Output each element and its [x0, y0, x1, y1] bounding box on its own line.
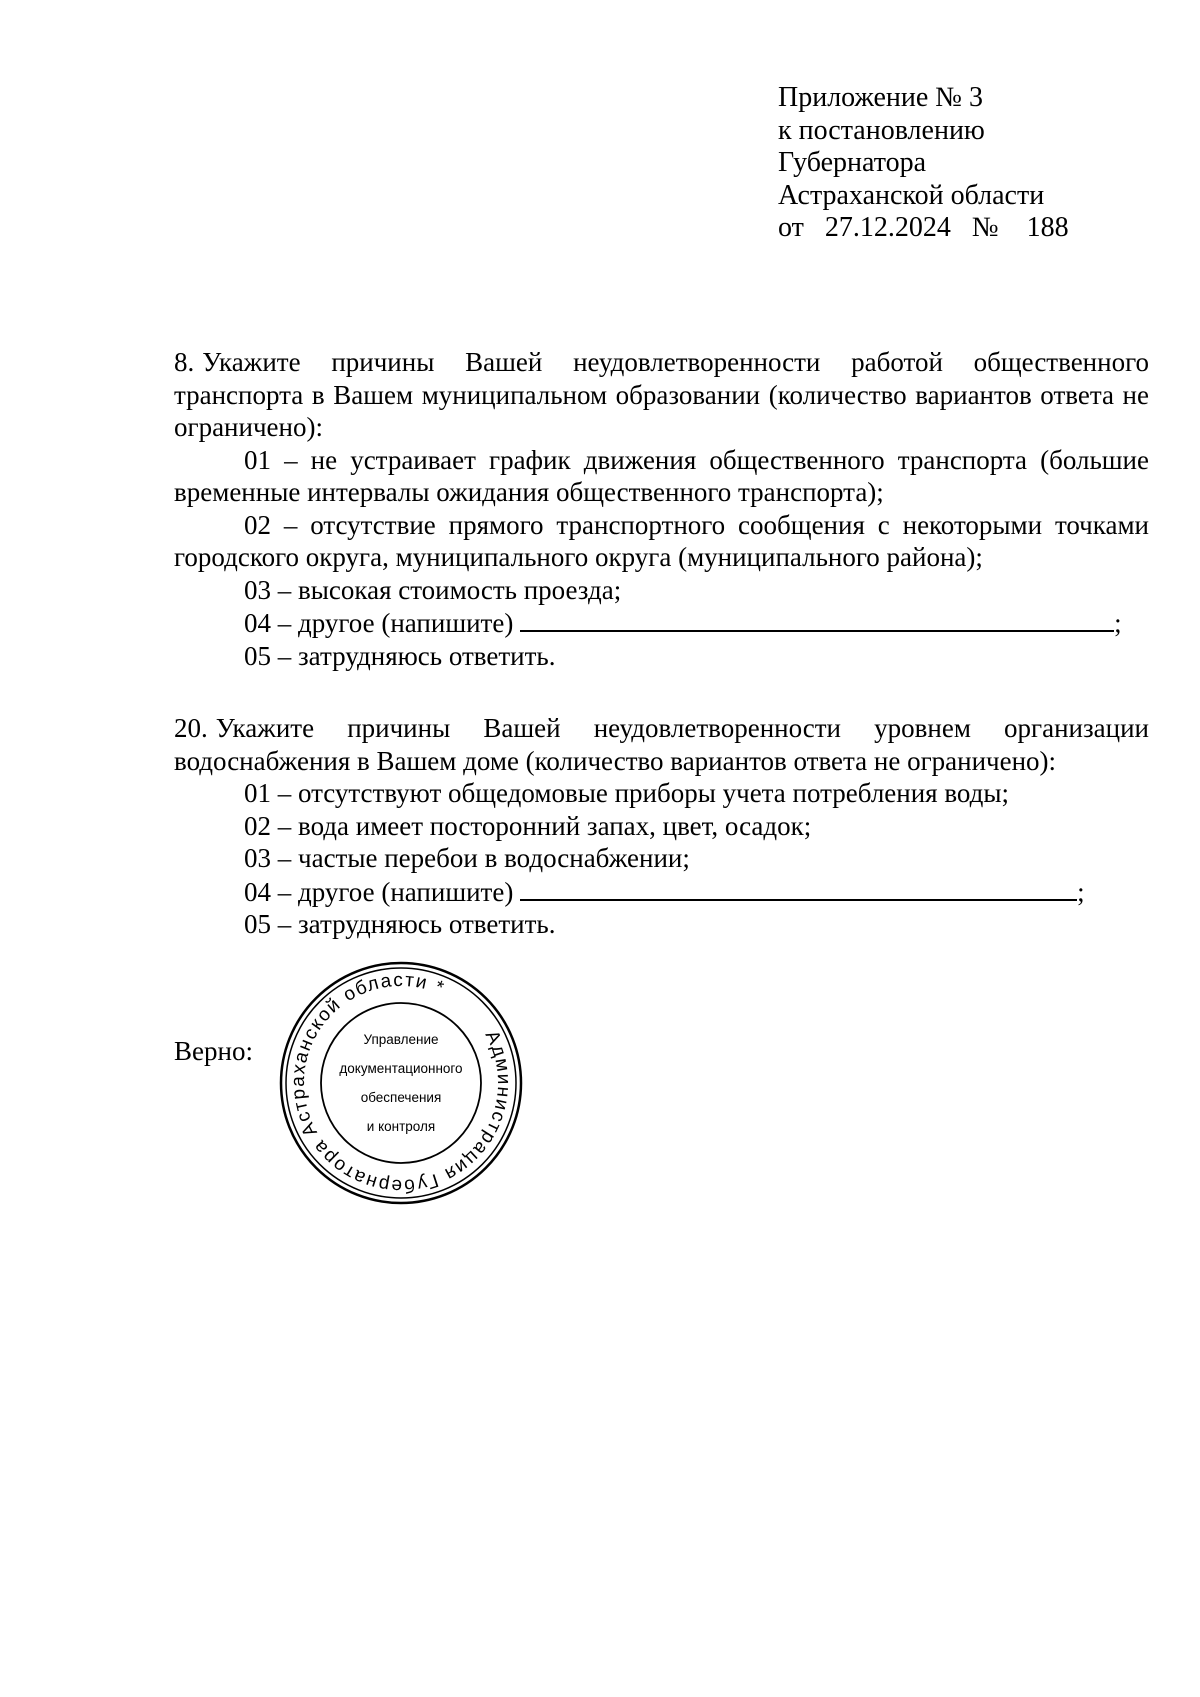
write-in-blank[interactable]: [520, 875, 1077, 901]
question-text: [174, 712, 1149, 777]
official-stamp: [278, 960, 524, 1206]
answer-option: 02 – отсутствие прямого транспортного сообщения с некоторыми точками городского округа, муниципального округа (муниципального района);: [174, 509, 1149, 572]
question-body: Укажите причины Вашей неудовлетворенности уровнем организации водоснабжения в Вашем доме (количество вариантов ответа не ограничено):: [174, 713, 1149, 776]
question-number: 20.: [174, 713, 208, 743]
answer-option: 01 – отсутствуют общедомовые приборы учета потребления воды;: [244, 778, 1010, 808]
answer-option: 05 – затрудняюсь ответить.: [244, 909, 556, 939]
answer-option: 02 – вода имеет посторонний запах, цвет, осадок;: [244, 810, 812, 841]
write-in-blank[interactable]: [520, 606, 1114, 632]
stamp-line: обеспечения: [360, 1090, 442, 1105]
header-line: к постановлению: [778, 114, 985, 146]
question-body: Укажите причины Вашей неудовлетворенности работой общественного транспорта в Вашем муниципальном образовании (количество вариантов ответа не ограничено):: [174, 347, 1149, 442]
certification-label: Верно:: [174, 1036, 253, 1066]
stamp-line: Управление: [363, 1032, 439, 1047]
stamp-ring-textpath: Администрация Губернатора Астраханской области *: [287, 969, 515, 1197]
stamp-line: документационного: [339, 1061, 463, 1076]
answer-option: 03 – частые перебои в водоснабжении;: [244, 843, 690, 873]
header-line: от 27.12.2024 № 188: [778, 212, 1069, 243]
header-line: Приложение № 3: [778, 82, 983, 113]
answer-option-other: [174, 606, 1149, 640]
answer-option: 05 – затрудняюсь ответить.: [244, 640, 556, 671]
header-line: Губернатора: [778, 147, 927, 178]
answer-option-other: [174, 875, 1149, 909]
stamp-inner-text: [278, 960, 524, 1206]
question-8: [174, 346, 1149, 672]
answer-option: 03 – высокая стоимость проезда;: [244, 574, 622, 605]
blank-end: ;: [1077, 876, 1085, 907]
appendix-header: [778, 82, 1069, 245]
header-line: Астраханской области: [778, 179, 1045, 211]
answer-option-label: 04 – другое (напишите): [244, 608, 514, 638]
answer-option: 01 – не устраивает график движения общественного транспорта (большие временные интервалы ожидания общественного транспорта);: [174, 444, 1149, 507]
question-text: [174, 346, 1149, 444]
question-number: 8.: [174, 347, 195, 377]
blank-end: ;: [1114, 608, 1122, 638]
stamp-line: и контроля: [366, 1119, 436, 1134]
answer-option-label: 04 – другое (напишите): [244, 876, 514, 907]
question-20: [174, 712, 1149, 941]
